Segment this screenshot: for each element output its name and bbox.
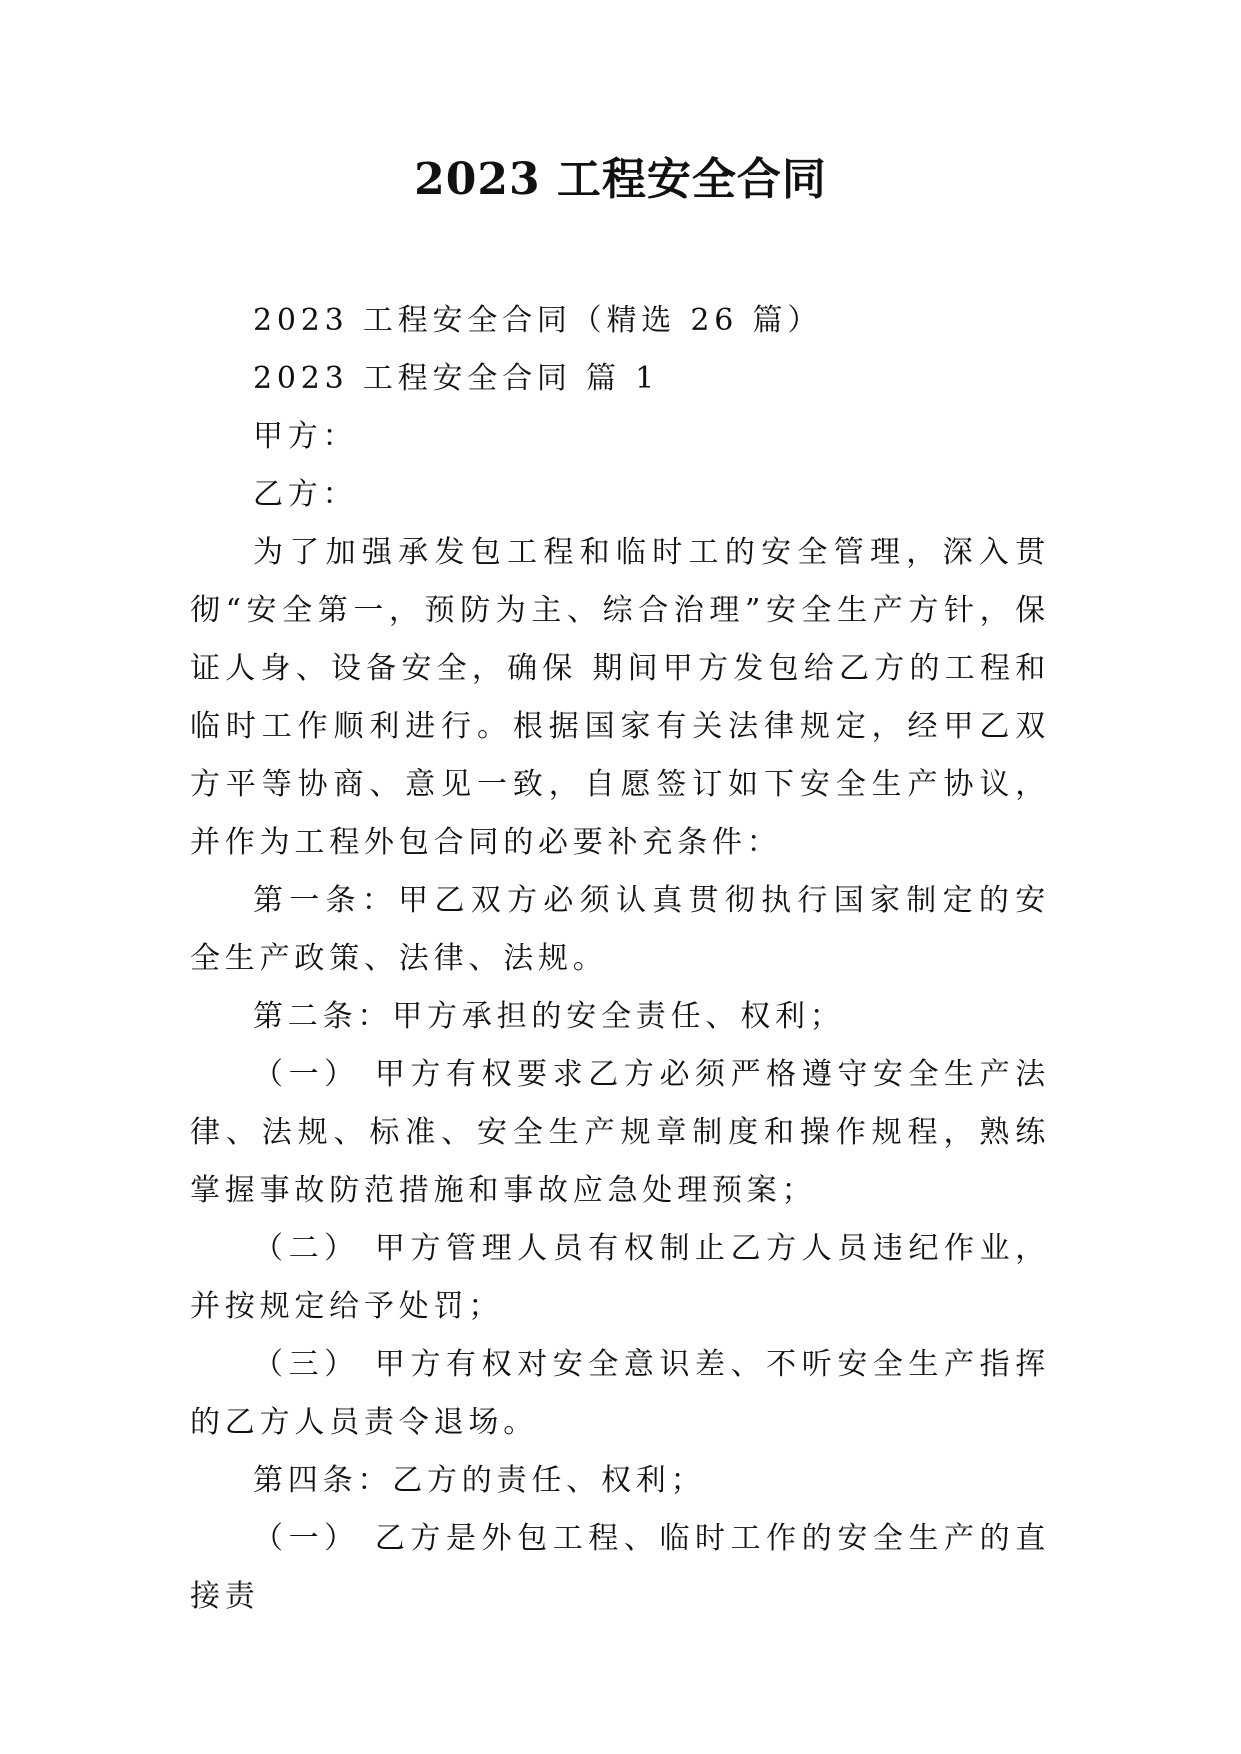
document-title: 2023 工程安全合同	[414, 154, 827, 205]
paragraph-article-4-item-1: （一） 乙方是外包工程、临时工作的安全生产的直接责	[190, 1521, 1050, 1614]
paragraph-subtitle: 2023 工程安全合同（精选 26 篇）	[253, 303, 823, 338]
paragraph-article-4: 第四条：乙方的责任、权利；	[253, 1463, 706, 1498]
paragraph-article-2: 第二条：甲方承担的安全责任、权利；	[253, 999, 845, 1034]
paragraph-party-b: 乙方：	[253, 477, 358, 512]
paragraph-article-2-item-2: （二） 甲方管理人员有权制止乙方人员违纪作业，并按规定给予处罚；	[190, 1231, 1050, 1324]
paragraph-article-1: 第一条：甲乙双方必须认真贯彻执行国家制定的安全生产政策、法律、法规。	[190, 883, 1050, 976]
document-body	[190, 292, 1050, 1626]
paragraph-section-heading: 2023 工程安全合同 篇 1	[253, 361, 660, 396]
paragraph-preamble: 为了加强承发包工程和临时工的安全管理，深入贯彻“安全第一，预防为主、综合治理”安全生产方针，保证人身、设备安全，确保 期间甲方发包给乙方的工程和临时工作顺利进行。根据国家有关法律规定，经甲乙双方平等协商、意见一致，自愿签订如下安全生产协议，并作为工程外包合同的必要补充条件：	[190, 535, 1050, 860]
paragraph-article-2-item-3: （三） 甲方有权对安全意识差、不听安全生产指挥的乙方人员责令退场。	[190, 1347, 1050, 1440]
paragraph-party-a: 甲方：	[253, 419, 358, 454]
paragraph-article-2-item-1: （一） 甲方有权要求乙方必须严格遵守安全生产法律、法规、标准、安全生产规章制度和操作规程，熟练掌握事故防范措施和事故应急处理预案；	[190, 1057, 1050, 1208]
